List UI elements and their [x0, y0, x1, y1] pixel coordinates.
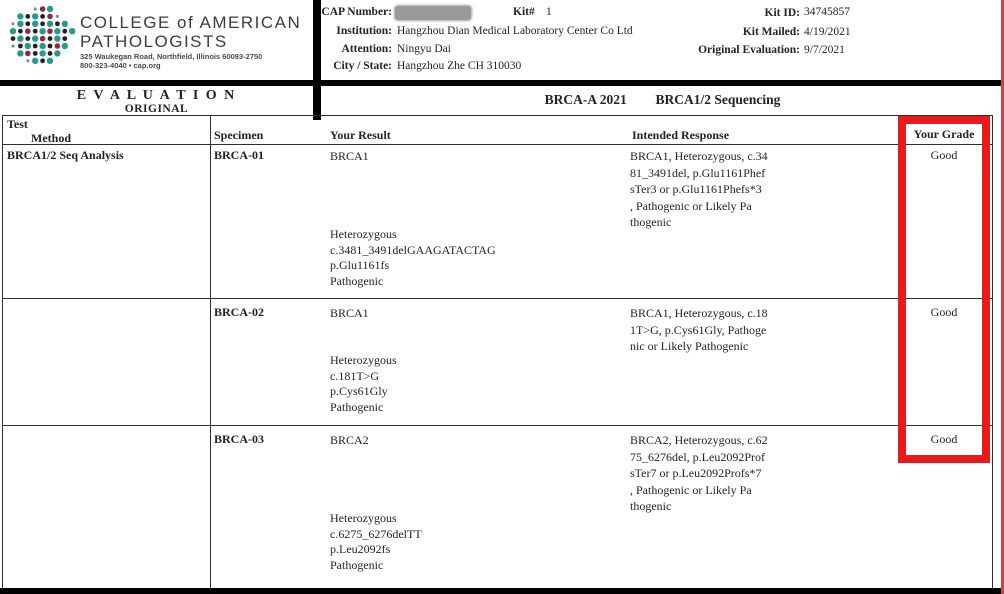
intended-response-line: BRCA2, Heterozygous, c.62 [630, 433, 768, 447]
original-evaluation-label: Original Evaluation: [698, 44, 800, 56]
result-detail-line: Pathogenic [330, 273, 384, 288]
program-title [321, 92, 1004, 108]
col-header-your-result: Your Result [330, 128, 391, 142]
header-vertical-bar [313, 0, 321, 120]
test-method-value: BRCA1/2 Seq Analysis [7, 148, 124, 162]
result-detail-line: p.Cys61Gly [330, 384, 388, 398]
cap-dots-logo-icon [8, 4, 80, 70]
result-details [330, 511, 422, 573]
intended-response-line: BRCA1, Heterozygous, c.18 [630, 306, 768, 320]
grade-value: Good [930, 432, 958, 446]
table-left-border [2, 115, 3, 588]
result-detail-line: Heterozygous [330, 511, 397, 525]
specimen-id: BRCA-03 [214, 432, 264, 446]
result-detail-line: p.Leu2092fs [330, 542, 391, 556]
cap-number-redacted-value [395, 6, 471, 20]
cap-number-label: CAP Number: [321, 6, 392, 18]
intended-response-line: , Pathogenic or Likely Pa [630, 198, 752, 213]
result-detail-line: c.3481_3491delGAAGATACTAG [330, 242, 496, 257]
institution-label: Institution: [336, 25, 392, 37]
evaluation-banner-title: E V A L U A T I O N [76, 88, 237, 103]
kit-number-value: 1 [546, 6, 552, 18]
result-detail-line: c.181T>G [330, 368, 380, 383]
intended-response [630, 305, 815, 355]
attention-label: Attention: [341, 43, 392, 55]
result-detail-line: Heterozygous [330, 227, 397, 241]
col-header-test: Test [7, 117, 28, 131]
intended-response-line: 75_6276del, p.Leu2092Prof [630, 449, 765, 464]
kit-id-value: 34745857 [804, 6, 850, 18]
col-header-your-grade: Your Grade [913, 127, 975, 141]
intended-response-line: , Pathogenic or Likely Pa [630, 482, 752, 497]
intended-response [630, 148, 815, 231]
intended-response-line: sTer3 or p.Glu1161Phefs*3 [630, 182, 762, 196]
intended-response-line: 1T>G, p.Cys61Gly, Pathoge [630, 322, 767, 337]
col-header-intended-response: Intended Response [632, 128, 730, 142]
grade-value: Good [930, 305, 958, 319]
col-header-specimen: Specimen [214, 128, 264, 142]
table-column-divider [210, 115, 211, 588]
intended-response-line: nic or Likely Pathogenic [630, 339, 749, 353]
intended-response-line: 81_3491del, p.Glu1161Phef [630, 165, 766, 180]
result-detail-line: Pathogenic [330, 399, 384, 414]
grade-column-highlight-box [898, 116, 990, 463]
header-divider-bar [0, 80, 1004, 86]
org-name-line2: PATHOLOGISTS [80, 32, 228, 51]
row-divider-2 [2, 425, 993, 426]
org-phone-web: 800-323-4040 • cap.org [80, 61, 161, 70]
result-gene: BRCA1 [330, 149, 369, 163]
institution-value: Hangzhou Dian Medical Laboratory Center Co Ltd [397, 25, 633, 37]
row-divider-1 [2, 298, 993, 299]
table-top-border [2, 115, 993, 116]
col-header-method: Method [31, 131, 71, 145]
kit-id-label: Kit ID: [764, 7, 800, 19]
result-detail-line: c.6275_6276delTT [330, 526, 422, 541]
specimen-id: BRCA-01 [214, 148, 264, 162]
result-detail-line: Pathogenic [330, 557, 384, 572]
org-address: 325 Waukegan Road, Northfield, Illinois 60093-2750 [80, 52, 263, 61]
result-details [330, 353, 397, 415]
city-state-value: Hangzhou Zhe CH 310030 [397, 60, 522, 72]
original-evaluation-value: 9/7/2021 [804, 44, 845, 56]
result-gene: BRCA1 [330, 306, 369, 320]
specimen-id: BRCA-02 [214, 305, 264, 319]
intended-response-line: BRCA1, Heterozygous, c.34 [630, 149, 768, 163]
intended-response [630, 432, 815, 515]
result-details [330, 227, 496, 289]
result-gene: BRCA2 [330, 433, 369, 447]
program-title-assay: BRCA1/2 Sequencing [655, 92, 781, 107]
intended-response-line: sTer7 or p.Leu2092Profs*7 [630, 466, 762, 480]
page-bottom-bar [0, 588, 1004, 594]
grade-value: Good [930, 148, 958, 162]
table-right-border [992, 115, 993, 588]
kit-mailed-label: Kit Mailed: [742, 26, 800, 38]
table-header-border [2, 144, 993, 145]
intended-response-line: thogenic [630, 499, 672, 513]
program-title-program: BRCA-A 2021 [544, 92, 627, 107]
evaluation-banner-subtitle: ORIGINAL [124, 103, 189, 115]
intended-response-line: thogenic [630, 215, 672, 229]
kit-number-label: Kit# [513, 6, 535, 18]
city-state-label: City / State: [333, 60, 392, 72]
kit-mailed-value: 4/19/2021 [804, 26, 851, 38]
result-detail-line: p.Glu1161fs [330, 258, 390, 272]
attention-value: Ningyu Dai [397, 43, 451, 55]
result-detail-line: Heterozygous [330, 353, 397, 367]
org-name-line1: COLLEGE of AMERICAN [80, 13, 302, 32]
